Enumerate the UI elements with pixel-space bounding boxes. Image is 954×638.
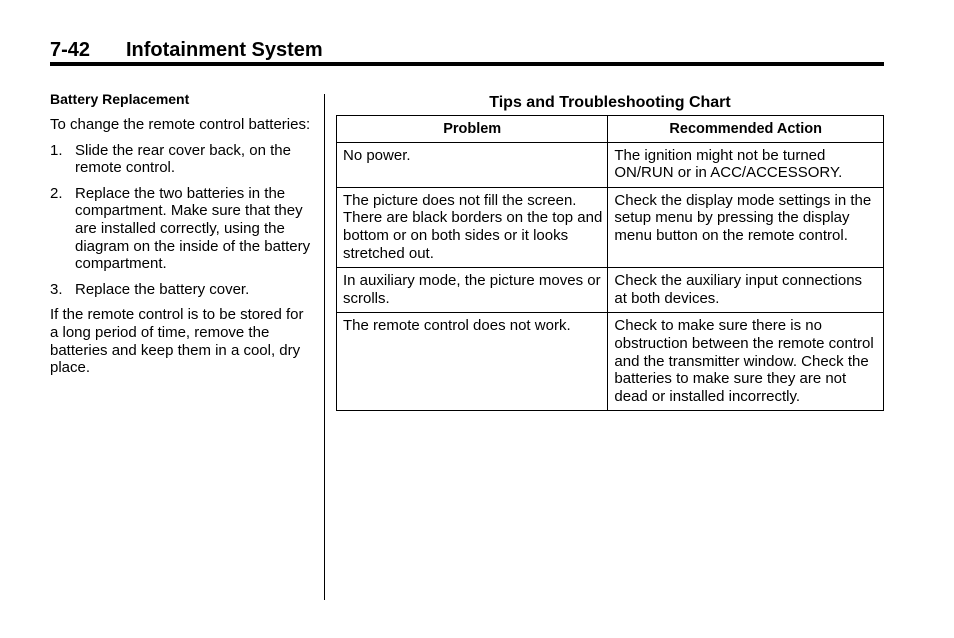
list-item [50, 142, 312, 177]
table-row [337, 268, 884, 313]
intro-paragraph: To change the remote control batteries: [50, 116, 311, 133]
step-number: 2. [50, 184, 63, 202]
problem-cell: No power. [337, 142, 608, 187]
column-divider [324, 94, 325, 600]
table-row [337, 313, 884, 411]
problem-cell: The picture does not fill the screen. There are black borders on the top and bottom or on both sides or it looks stretched out. [337, 187, 608, 267]
chart-title: Tips and Troubleshooting Chart [489, 94, 731, 111]
table-row [337, 142, 884, 187]
column-header-problem: Problem [337, 116, 608, 143]
step-number: 1. [50, 141, 63, 159]
closing-paragraph: If the remote control is to be stored for a long period of time, remove the batteries and keep them in a cool, dry place. [50, 306, 304, 377]
table-row [337, 187, 884, 267]
problem-cell: In auxiliary mode, the picture moves or scrolls. [337, 268, 608, 313]
steps-list [50, 142, 312, 299]
action-cell: The ignition might not be turned ON/RUN or in ACC/ACCESSORY. [608, 142, 884, 187]
section-heading: Battery Replacement [50, 91, 190, 107]
list-item [50, 185, 312, 273]
page-number: 7-42 [50, 39, 91, 61]
section-title: Infotainment System [126, 39, 323, 61]
step-number: 3. [50, 280, 63, 298]
step-text: Replace the battery cover. [75, 280, 250, 298]
column-header-action: Recommended Action [608, 116, 884, 143]
header-rule [50, 62, 884, 66]
problem-cell: The remote control does not work. [337, 313, 608, 411]
battery-replacement-section [50, 91, 312, 385]
list-item [50, 281, 312, 299]
step-text: Slide the rear cover back, on the remote control. [75, 141, 291, 177]
table-header-row [337, 116, 884, 143]
action-cell: Check to make sure there is no obstruction between the remote control and the transmitter window. Check the batteries to make sure they are not dead or installed incorrectly. [608, 313, 884, 411]
action-cell: Check the auxiliary input connections at both devices. [608, 268, 884, 313]
page-header [50, 38, 884, 64]
troubleshooting-table [336, 115, 884, 411]
action-cell: Check the display mode settings in the setup menu by pressing the display menu button on the remote control. [608, 187, 884, 267]
step-text: Replace the two batteries in the compartment. Make sure that they are installed correctly, using the diagram on the inside of the battery compartment. [75, 184, 311, 273]
